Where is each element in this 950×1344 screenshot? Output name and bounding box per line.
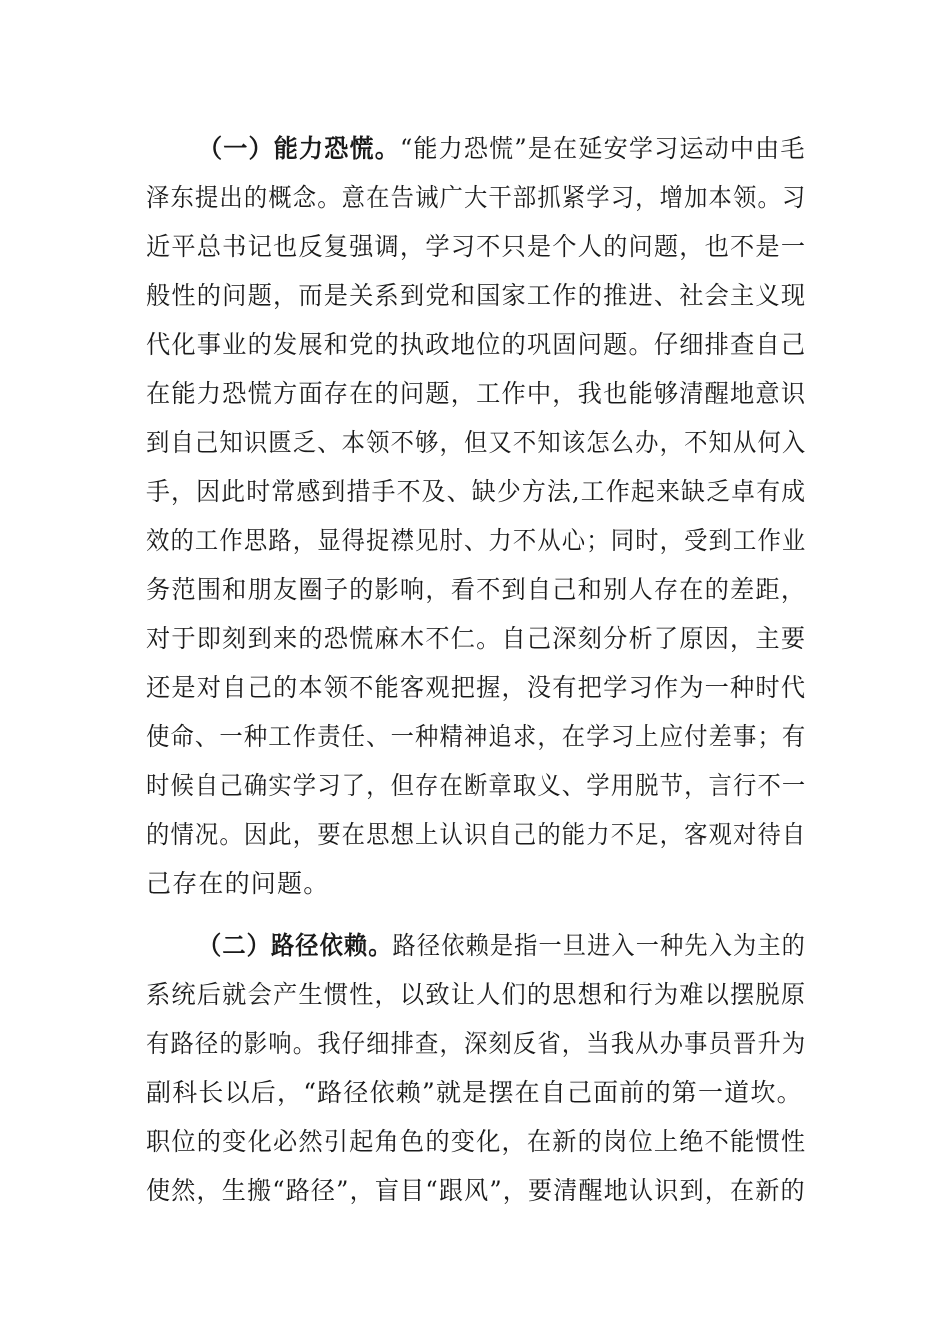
- paragraph-1-text: “能力恐慌”是在延安学习运动中由毛: [399, 134, 806, 163]
- paragraph-1-line-4: 般性的问题，而是关系到党和国家工作的推进、社会主义现: [146, 281, 807, 310]
- paragraph-1-line-11: 对于即刻到来的恐慌麻木不仁。自己深刻分析了原因，主要: [146, 624, 807, 653]
- paragraph-1-line-3: 近平总书记也反复强调，学习不只是个人的问题，也不是一: [146, 232, 807, 261]
- paragraph-1-line-13: 使命、一种工作责任、一种精神追求，在学习上应付差事；有: [146, 722, 807, 751]
- paragraph-1-line-14: 时候自己确实学习了，但存在断章取义、学用脱节，言行不一: [146, 771, 807, 800]
- paragraph-2-line-2: 系统后就会产生惯性，以致让人们的思想和行为难以摆脱原: [146, 980, 807, 1009]
- paragraph-2-text: 路径依赖是指一旦进入一种先入为主的: [392, 931, 806, 960]
- paragraph-2-line-6: 使然，生搬“路径”，盲目“跟风”，要清醒地认识到，在新的: [146, 1176, 806, 1205]
- paragraph-2-line-4: 副科长以后，“路径依赖”就是摆在自己面前的第一道坎。: [146, 1078, 803, 1107]
- paragraph-1-line-16: 己存在的问题。: [146, 869, 330, 898]
- paragraph-1-line-8: 手，因此时常感到措手不及、缺少方法,工作起来缺乏卓有成: [146, 477, 807, 506]
- paragraph-2-heading: （二）路径依赖。: [198, 931, 393, 960]
- paragraph-1-line-2: 泽东提出的概念。意在告诫广大干部抓紧学习，增加本领。习: [146, 183, 807, 212]
- paragraph-1-line-7: 到自己知识匮乏、本领不够，但又不知该怎么办，不知从何入: [146, 428, 807, 457]
- paragraph-1-line-12: 还是对自己的本领不能客观把握，没有把学习作为一种时代: [146, 673, 807, 702]
- paragraph-2-line-3: 有路径的影响。我仔细排查，深刻反省，当我从办事员晋升为: [146, 1029, 807, 1058]
- paragraph-2-line-1: [198, 921, 806, 970]
- paragraph-1-line-9: 效的工作思路，显得捉襟见肘、力不从心；同时，受到工作业: [146, 526, 807, 555]
- paragraph-1-line-6: 在能力恐慌方面存在的问题，工作中，我也能够清醒地意识: [146, 379, 807, 408]
- paragraph-1-line-15: 的情况。因此，要在思想上认识自己的能力不足，客观对待自: [146, 820, 807, 849]
- paragraph-2-line-5: 职位的变化必然引起角色的变化，在新的岗位上绝不能惯性: [146, 1127, 807, 1156]
- paragraph-1-heading: （一）能力恐慌。: [198, 134, 400, 163]
- paragraph-1-line-1: [198, 124, 806, 173]
- paragraph-1-line-10: 务范围和朋友圈子的影响，看不到自己和别人存在的差距，: [146, 575, 807, 604]
- paragraph-1-line-5: 代化事业的发展和党的执政地位的巩固问题。仔细排查自己: [146, 330, 807, 359]
